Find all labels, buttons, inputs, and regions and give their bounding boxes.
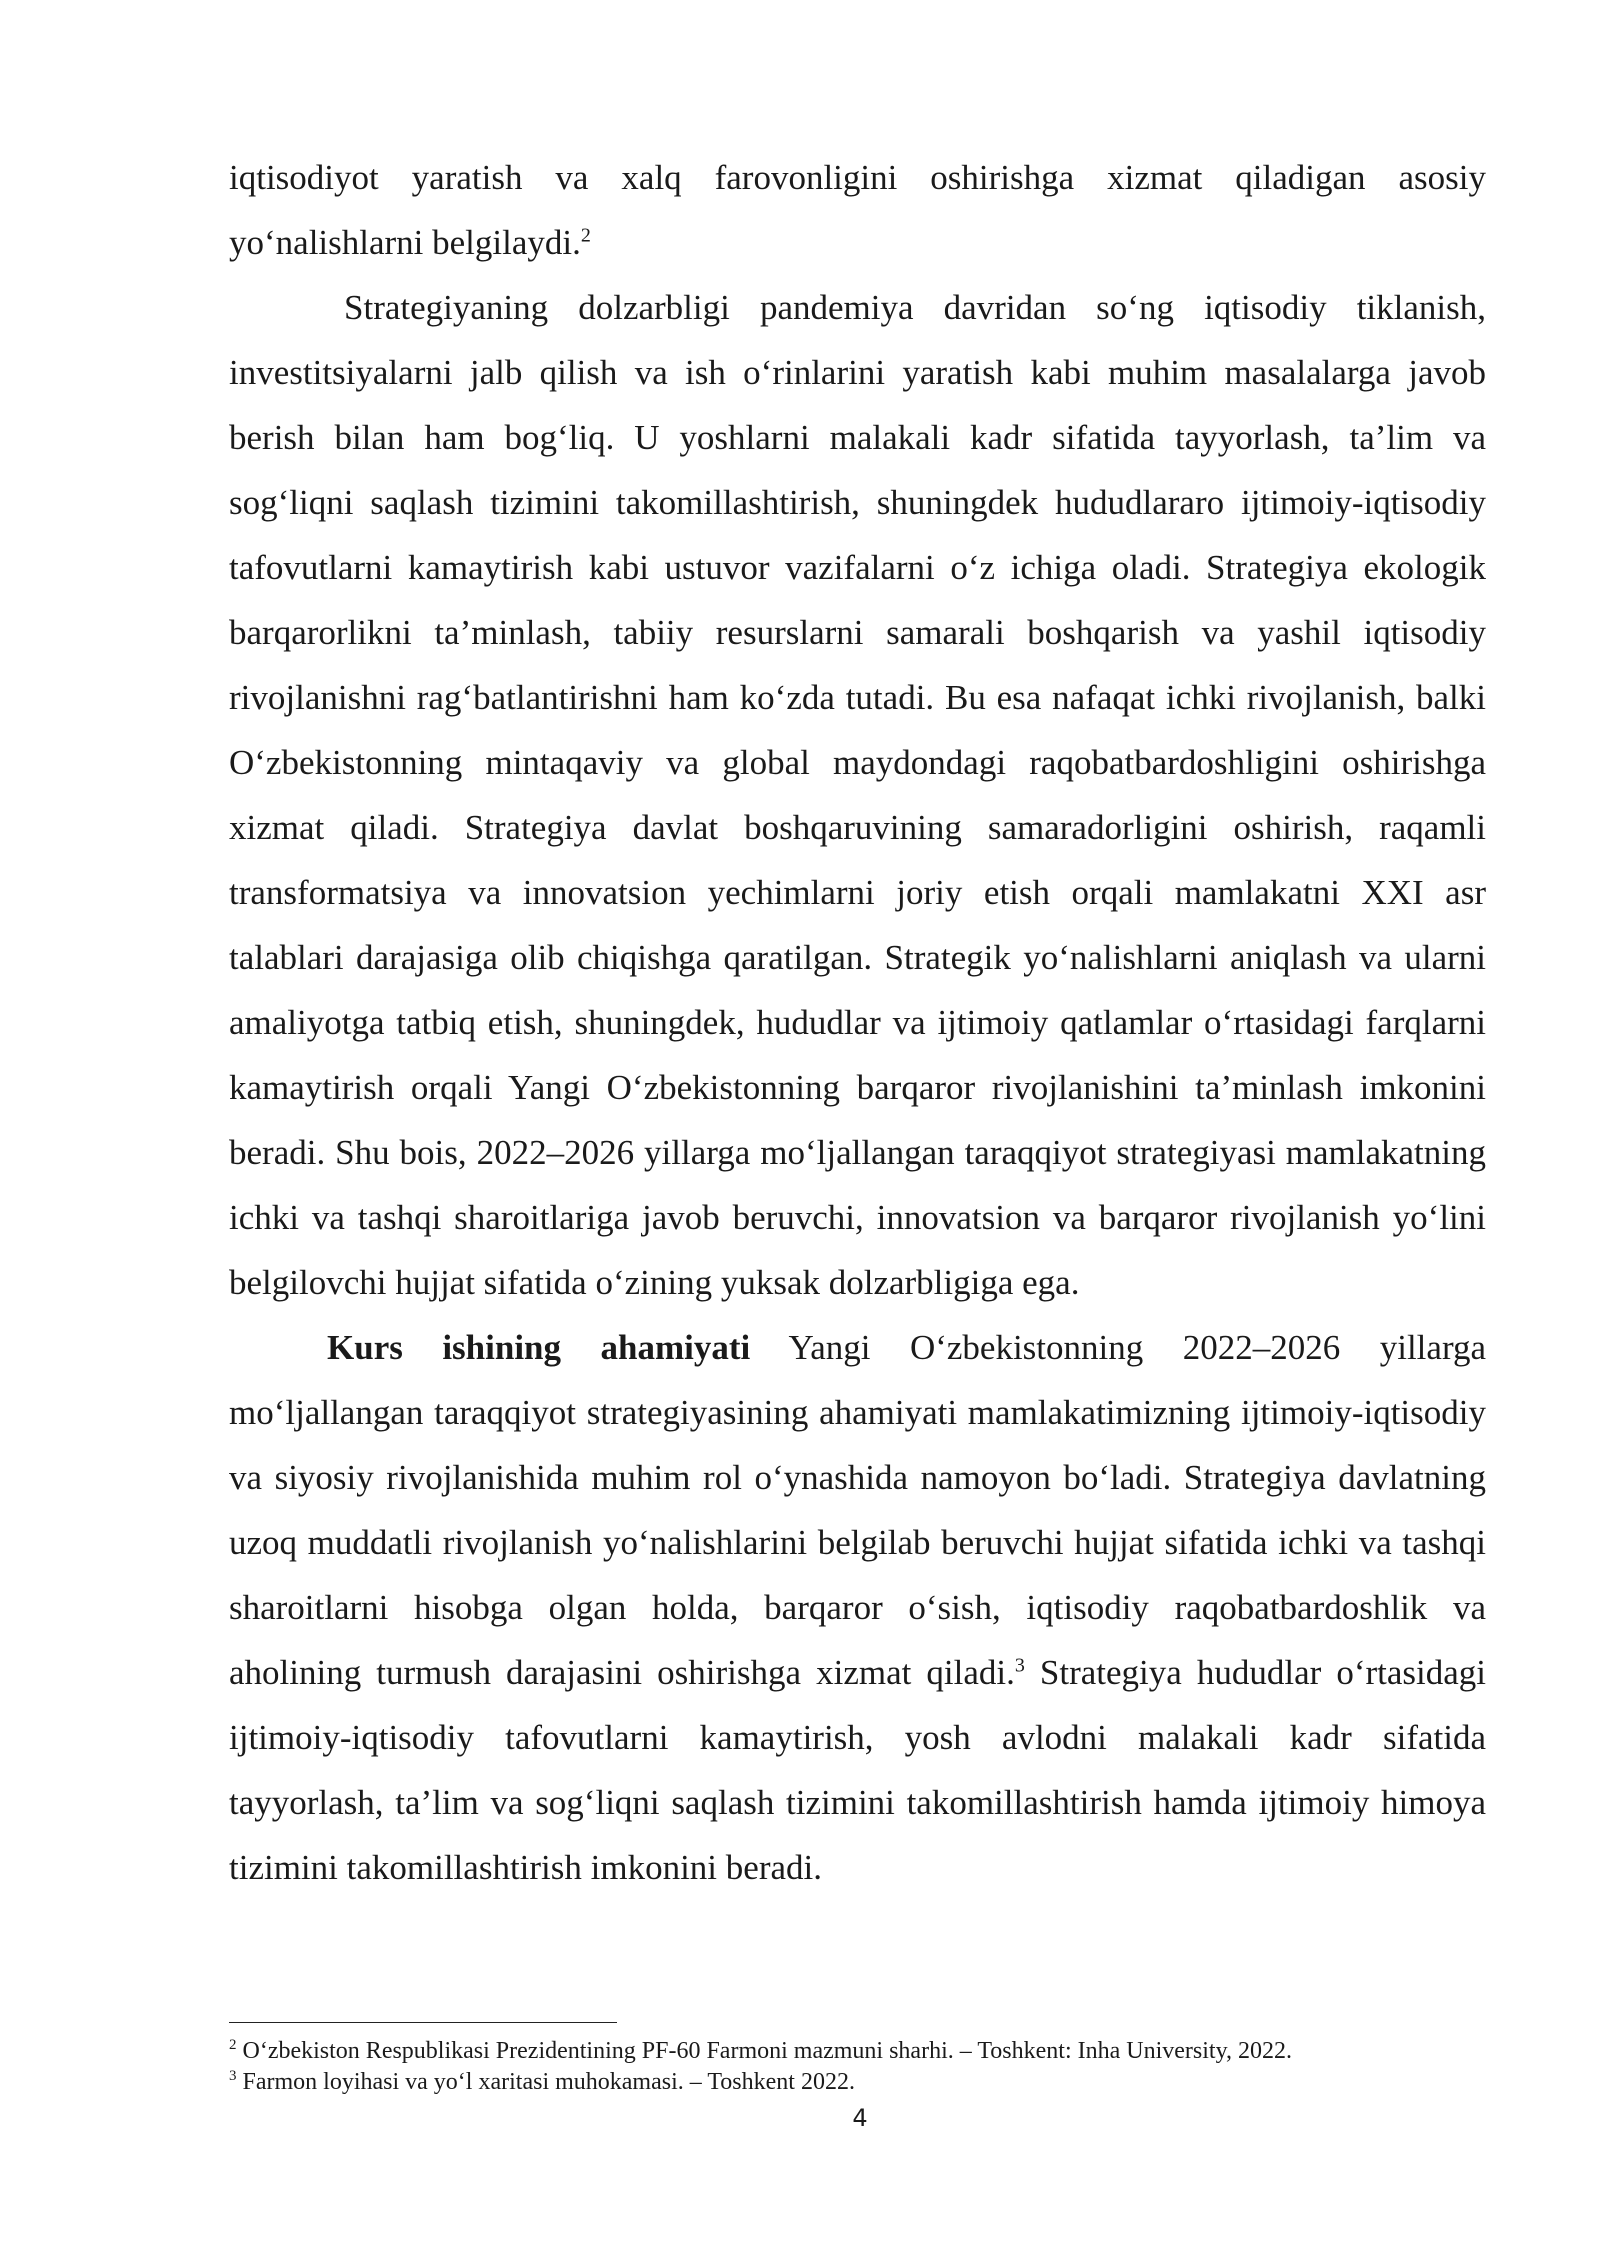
- paragraph-continuation: [229, 145, 1486, 275]
- footnote-number: 2: [229, 2037, 237, 2053]
- paragraph-text: Strategiya hududlar o‘rtasidagi ijtimoiy-iqtisodiy tafovutlarni kamaytirish, yosh avlodni malakali kadr sifatida tayyorlash, ta’lim va sog‘liqni saqlash tizimini takomillashtirish hamda ijtimoiy himoya tizimini takomillashtirish imkonini beradi.: [229, 1653, 1487, 1887]
- paragraph-text: Yangi O‘zbekistonning 2022–2026 yillarga mo‘ljallangan taraqqiyot strategiyasining ahamiyati mamlakatimizning ijtimoiy-iqtisodiy va siyosiy rivojlanishida muhim rol o‘ynashida namoyon bo‘ladi. Strategiya davlatning uzoq muddatli rivojlanish yo‘nalishlarini belgilab beruvchi hujjat sifatida ichki va tashqi sharoitlarni hisobga olgan holda, barqaror o‘sish, iqtisodiy raqobatbardoshlik va aholining turmush darajasini oshirishga xizmat qiladi.: [229, 1328, 1486, 1692]
- footnote: [229, 2067, 1486, 2098]
- section-heading-inline: Kurs ishining ahamiyati: [327, 1328, 751, 1367]
- paragraph-text: iqtisodiyot yaratish va xalq farovonligini oshirishga xizmat qiladigan asosiy yo‘nalishlarni belgilaydi.: [229, 158, 1486, 262]
- paragraph-significance: [229, 1315, 1486, 1900]
- footnote-text: Farmon loyihasi va yo‘l xaritasi muhokamasi. – Toshkent 2022.: [236, 2069, 855, 2095]
- paragraph-relevance: [229, 275, 1486, 1315]
- footnote: [229, 2036, 1486, 2067]
- footnote-ref: 3: [1014, 1654, 1025, 1677]
- page-number: 4: [852, 2104, 868, 2132]
- footnote-text: O‘zbekiston Respublikasi Prezidentining PF-60 Farmoni mazmuni sharhi. – Toshkent: Inha University, 2022.: [236, 2038, 1293, 2064]
- footnotes: [229, 2036, 1486, 2098]
- footnote-separator: [229, 2022, 617, 2023]
- body-text: [229, 145, 1486, 1900]
- paragraph-text: Strategiyaning dolzarbligi pandemiya davridan so‘ng iqtisodiy tiklanish, investitsiyalarni jalb qilish va ish o‘rinlarini yaratish kabi muhim masalalarga javob berish bilan ham bog‘liq. U yoshlarni malakali kadr sifatida tayyorlash, ta’lim va sog‘liqni saqlash tizimini takomillashtirish, shuningdek hududlararo ijtimoiy-iqtisodiy tafovutlarni kamaytirish kabi ustuvor vazifalarni o‘z ichiga oladi. Strategiya ekologik barqarorlikni ta’minlash, tabiiy resurslarni samarali boshqarish va yashil iqtisodiy rivojlanishni rag‘batlantirishni ham ko‘zda tutadi. Bu esa nafaqat ichki rivojlanish, balki O‘zbekistonning mintaqaviy va global maydondagi raqobatbardoshligini oshirishga xizmat qiladi. Strategiya davlat boshqaruvining samaradorligini oshirish, raqamli transformatsiya va innovatsion yechimlarni joriy etish orqali mamlakatni XXI asr talablari darajasiga olib chiqishga qaratilgan. Strategik yo‘nalishlarni aniqlash va ularni amaliyotga tatbiq etish, shuningdek, hududlar va ijtimoiy qatlamlar o‘rtasidagi farqlarni kamaytirish orqali Yangi O‘zbekistonning barqaror rivojlanishini ta’minlash imkonini beradi. Shu bois, 2022–2026 yillarga mo‘ljallangan taraqqiyot strategiyasi mamlakatning ichki va tashqi sharoitlariga javob beruvchi, innovatsion va barqaror rivojlanish yo‘lini belgilovchi hujjat sifatida o‘zining yuksak dolzarbligiga ega.: [229, 288, 1486, 1302]
- footnote-number: 3: [229, 2068, 237, 2084]
- footnote-ref: 2: [580, 224, 591, 247]
